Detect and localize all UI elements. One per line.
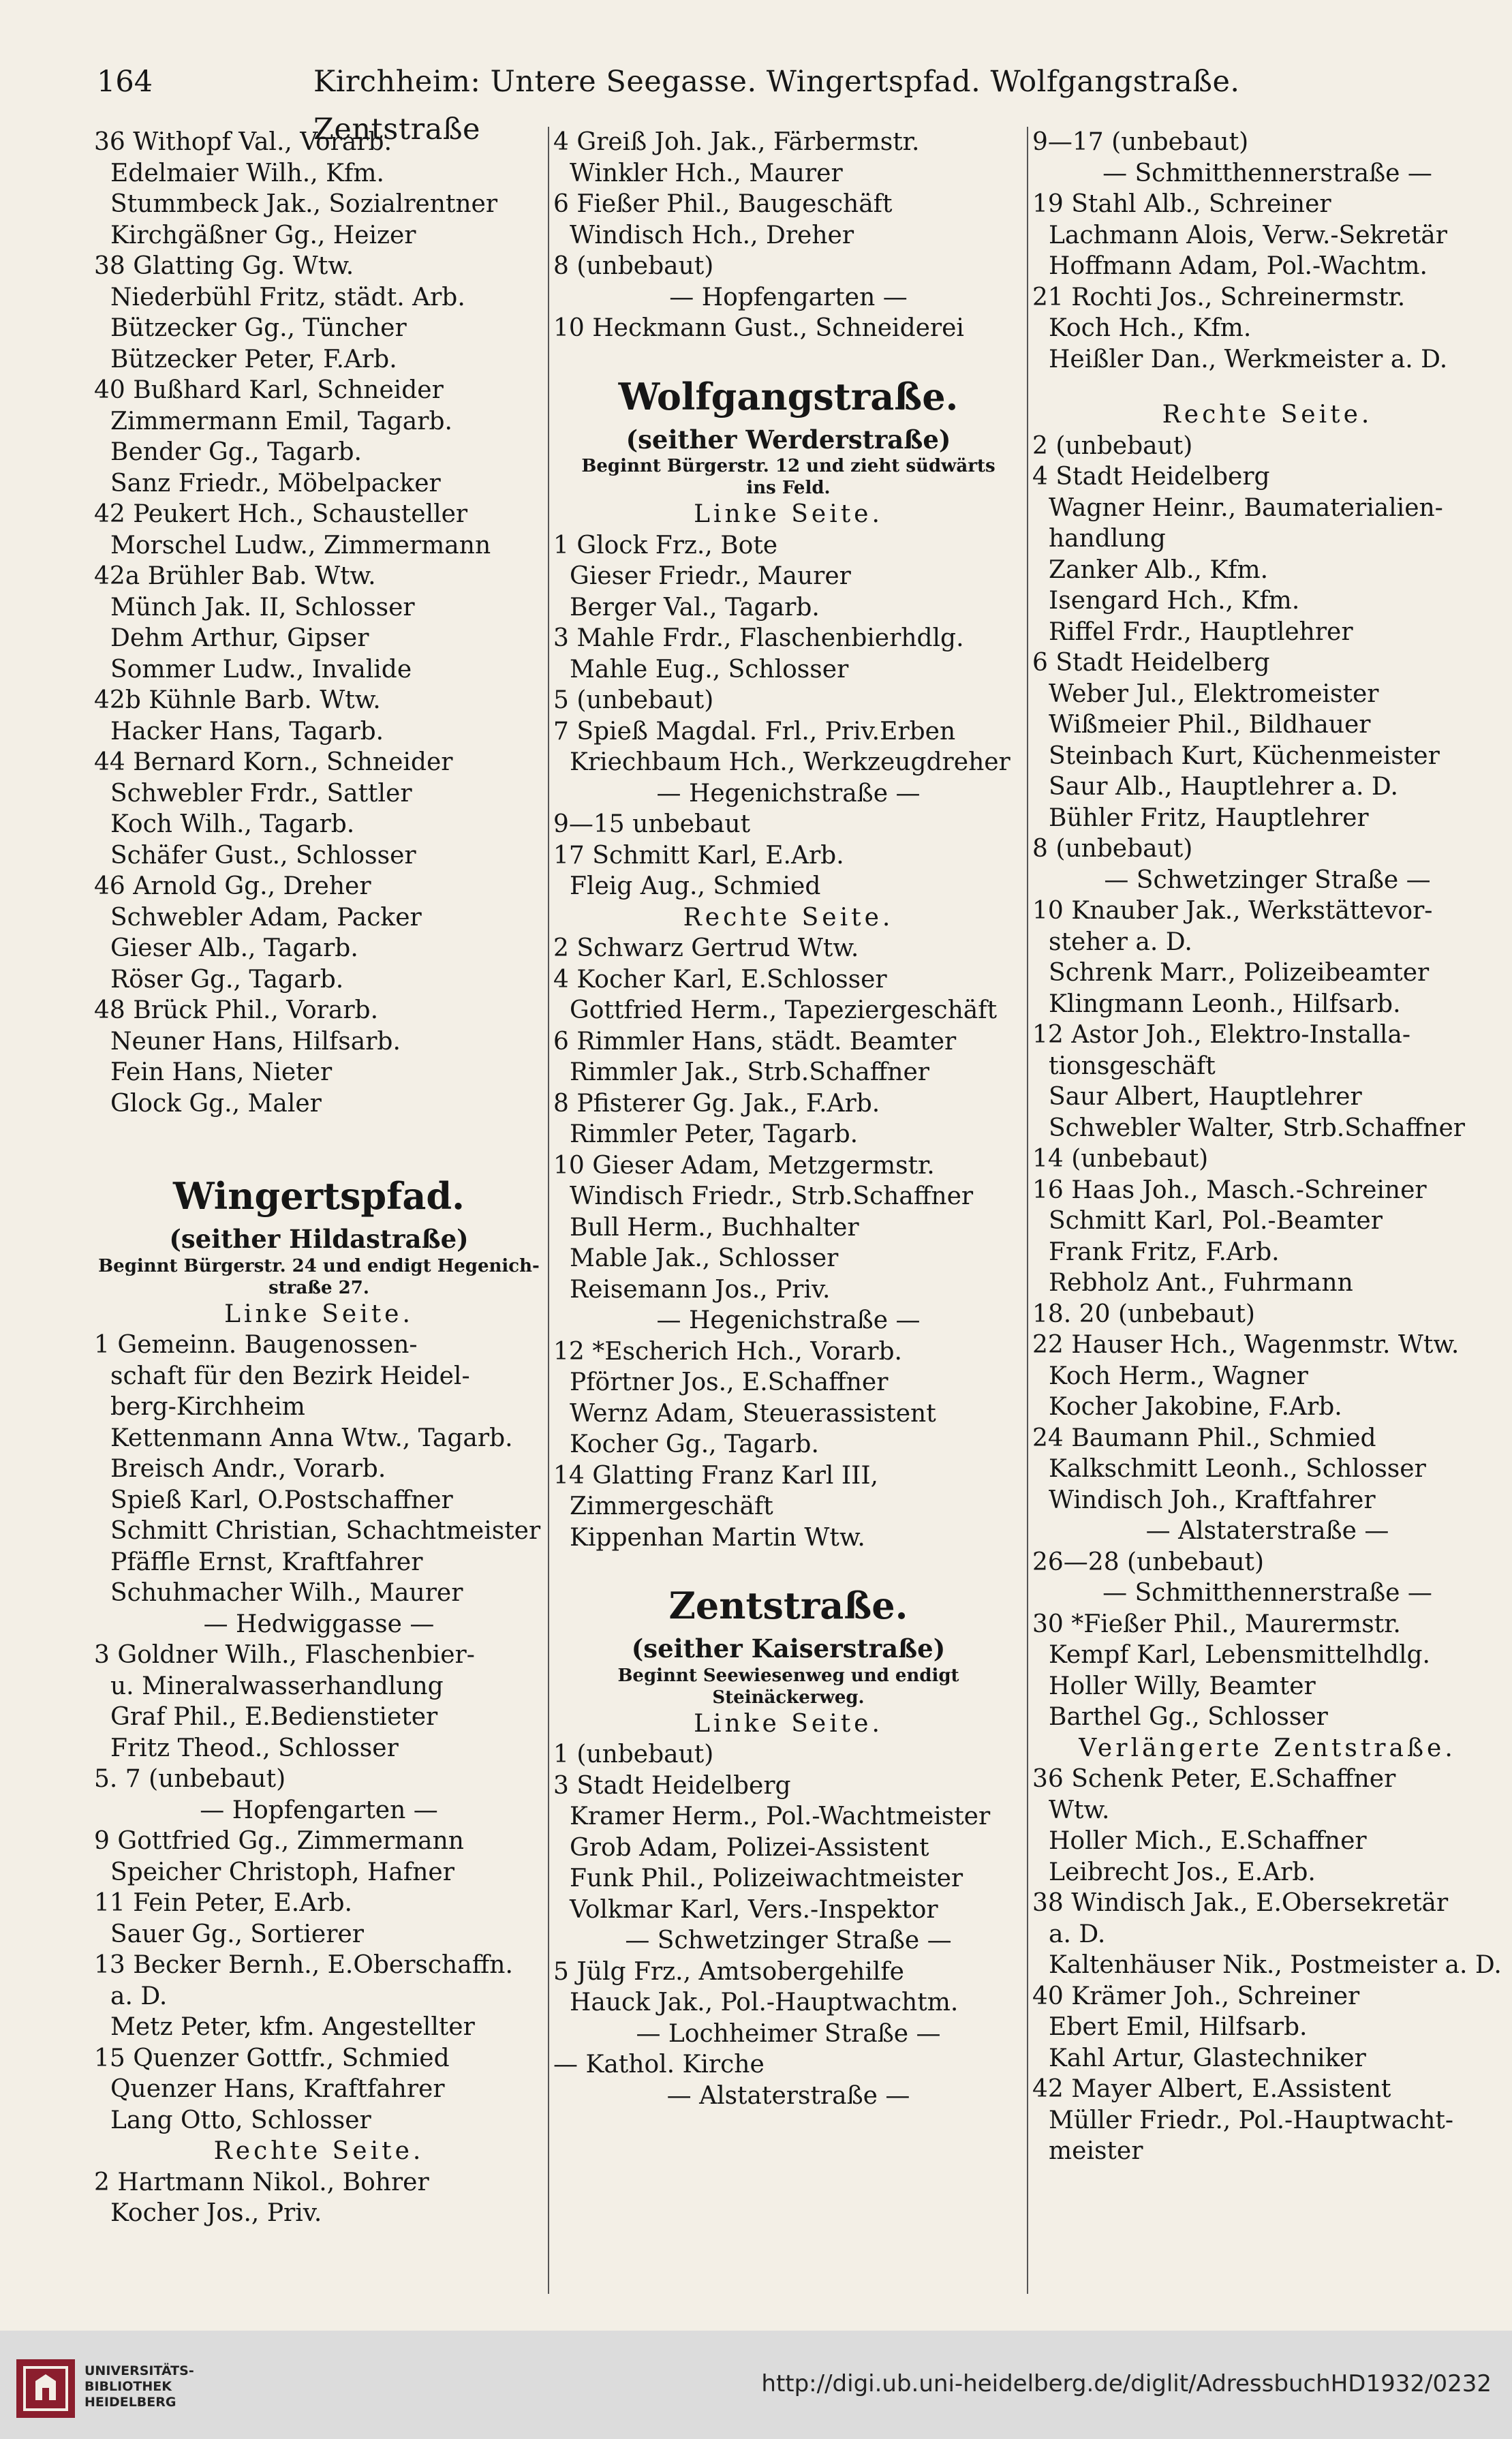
directory-entry: Zimmermann Emil, Tagarb.: [110, 407, 452, 435]
street-description: Beginnt Bürgerstr. 12 und zieht südwärts: [581, 456, 996, 476]
directory-entry: Müller Friedr., Pol.-Hauptwacht-: [1049, 2106, 1454, 2134]
directory-entry: tionsgeschäft: [1049, 1052, 1216, 1080]
directory-entry: Metz Peter, kfm. Angestellter: [110, 2013, 475, 2041]
directory-entry: 40 Bußhard Karl, Schneider: [94, 376, 444, 404]
directory-entry: 14 Glatting Franz Karl III,: [553, 1461, 878, 1490]
directory-entry: Saur Albert, Hauptlehrer: [1049, 1083, 1362, 1111]
directory-entry: 30 *Fießer Phil., Maurermstr.: [1032, 1610, 1401, 1638]
directory-entry: Kalkschmitt Leonh., Schlosser: [1049, 1455, 1426, 1483]
street-description: ins Feld.: [746, 478, 831, 498]
cross-street: — Hedwiggasse —: [203, 1610, 435, 1638]
spacer: [94, 1144, 544, 1168]
directory-entry: Schwebler Adam, Packer: [110, 903, 422, 932]
directory-entry: 2 Hartmann Nikol., Bohrer: [94, 2168, 429, 2196]
directory-entry: Wernz Adam, Steuerassistent: [570, 1399, 936, 1428]
directory-entry: 42b Kühnle Barb. Wtw.: [94, 686, 381, 714]
directory-entry: 36 Withopf Val., Vorarb.: [94, 128, 392, 156]
directory-entry: 6 Rimmler Hans, städt. Beamter: [553, 1027, 957, 1056]
directory-entry: 42a Brühler Bab. Wtw.: [94, 562, 376, 590]
directory-entry: 13 Becker Bernh., E.Oberschaffn.: [94, 1951, 513, 1979]
directory-entry: 38 Glatting Gg. Wtw.: [94, 252, 354, 280]
directory-entry: Sauer Gg., Sortierer: [110, 1920, 364, 1948]
column-right: [1032, 127, 1502, 2307]
directory-entry: 6 Stadt Heidelberg: [1032, 649, 1270, 677]
side-heading: Verlängerte Zentstraße.: [1079, 1734, 1456, 1762]
street-heading: Wolfgangstraße.: [618, 374, 959, 418]
directory-entry: Zimmergeschäft: [570, 1492, 773, 1520]
directory-entry: 24 Baumann Phil., Schmied: [1032, 1424, 1376, 1452]
directory-entry: steher a. D.: [1049, 927, 1192, 956]
directory-entry: Rebholz Ant., Fuhrmann: [1049, 1269, 1353, 1297]
cross-street: — Hegenichstraße —: [656, 1306, 921, 1334]
directory-entry: Wißmeier Phil., Bildhauer: [1049, 711, 1371, 739]
cross-street: — Hopfengarten —: [200, 1796, 438, 1824]
running-title: Kirchheim: Untere Seegasse. Wingertspfad. Wolfgangstraße. Zentstraße: [313, 65, 1240, 147]
side-heading: Linke Seite.: [224, 1300, 414, 1328]
directory-entry: Quenzer Hans, Kraftfahrer: [110, 2075, 445, 2103]
directory-entry: 5 (unbebaut): [553, 686, 714, 714]
directory-entry: 3 Mahle Frdr., Flaschenbierhdlg.: [553, 624, 964, 652]
directory-entry: Steinbach Kurt, Küchenmeister: [1049, 741, 1440, 770]
directory-entry: 12 *Escherich Hch., Vorarb.: [553, 1337, 902, 1366]
source-url-link[interactable]: http://digi.ub.uni-heidelberg.de/diglit/AdressbuchHD1932/0232: [761, 2370, 1492, 2397]
directory-entry: 1 Gemeinn. Baugenossen-: [94, 1331, 418, 1359]
directory-entry: Funk Phil., Polizeiwachtmeister: [570, 1865, 963, 1892]
side-heading: Rechte Seite.: [1162, 401, 1373, 429]
former-name: (seither Werderstraße): [626, 424, 951, 455]
directory-entry: Pfäffle Ernst, Kraftfahrer: [110, 1548, 423, 1576]
street-heading: Zentstraße.: [668, 1584, 908, 1627]
directory-entry: Sommer Ludw., Invalide: [110, 655, 412, 684]
directory-entry: 26—28 (unbebaut): [1032, 1548, 1265, 1576]
directory-entry: Morschel Ludw., Zimmermann: [110, 531, 491, 559]
library-name-line: HEIDELBERG: [84, 2395, 176, 2410]
directory-entry: 46 Arnold Gg., Dreher: [94, 872, 371, 900]
directory-entry: Zanker Alb., Kfm.: [1049, 555, 1269, 584]
directory-entry: 8 (unbebaut): [1032, 835, 1193, 863]
directory-entry: berg-Kirchheim: [110, 1393, 305, 1421]
directory-entry: Klingmann Leonh., Hilfsarb.: [1049, 990, 1401, 1018]
library-name-line: UNIVERSITÄTS-: [84, 2363, 194, 2378]
column-divider: [1027, 127, 1028, 2294]
page-number: 164: [97, 65, 153, 99]
directory-entry: 5 Jülg Frz., Amtsobergehilfe: [553, 1957, 904, 1986]
directory-entry: Barthel Gg., Schlosser: [1049, 1703, 1328, 1731]
cross-street: — Alstaterstraße —: [1145, 1517, 1389, 1545]
directory-entry: Schmitt Christian, Schachtmeister: [110, 1517, 541, 1545]
directory-entry: Kramer Herm., Pol.-Wachtmeister: [570, 1803, 991, 1830]
directory-entry: 19 Stahl Alb., Schreiner: [1032, 190, 1331, 218]
directory-entry: 2 (unbebaut): [1032, 431, 1193, 460]
side-heading: Rechte Seite.: [213, 2137, 425, 2165]
directory-entry: Berger Val., Tagarb.: [570, 593, 820, 622]
street-heading: Wingertspfad.: [173, 1174, 465, 1218]
directory-entry: Münch Jak. II, Schlosser: [110, 593, 415, 622]
directory-entry: Isengard Hch., Kfm.: [1049, 587, 1300, 615]
directory-entry: 18. 20 (unbebaut): [1032, 1300, 1255, 1328]
directory-entry: 12 Astor Joh., Elektro-Installa-: [1032, 1021, 1411, 1049]
directory-entry: Windisch Friedr., Strb.Schaffner: [570, 1182, 974, 1210]
directory-entry: 16 Haas Joh., Masch.-Schreiner: [1032, 1176, 1427, 1204]
directory-entry: Mable Jak., Schlosser: [570, 1244, 839, 1272]
directory-entry: meister: [1049, 2137, 1143, 2165]
directory-entry: Sanz Friedr., Möbelpacker: [110, 469, 441, 497]
cross-street: — Schmitthennerstraße —: [1102, 159, 1432, 187]
directory-entry: 38 Windisch Jak., E.Obersekretär: [1032, 1889, 1449, 1917]
directory-entry: Bützecker Gg., Tüncher: [110, 314, 407, 342]
directory-entry: 3 Stadt Heidelberg: [553, 1771, 791, 1800]
directory-entry: Leibrecht Jos., E.Arb.: [1049, 1858, 1316, 1886]
directory-entry: Kocher Jos., Priv.: [110, 2199, 322, 2227]
directory-entry: Stummbeck Jak., Sozialrentner: [110, 190, 498, 218]
directory-entry: 4 Stadt Heidelberg: [1032, 463, 1270, 491]
directory-entry: 10 Heckmann Gust., Schneiderei: [553, 314, 964, 342]
directory-entry: Spieß Karl, O.Postschaffner: [110, 1486, 453, 1514]
spacer: [553, 1553, 1023, 1578]
directory-entry: Pförtner Jos., E.Schaffner: [570, 1368, 889, 1396]
directory-entry: Hoffmann Adam, Pol.-Wachtm.: [1049, 252, 1428, 280]
directory-entry: Wtw.: [1049, 1796, 1110, 1824]
directory-entry: Edelmaier Wilh., Kfm.: [110, 159, 384, 187]
directory-entry: Koch Hch., Kfm.: [1049, 314, 1252, 342]
directory-entry: Kettenmann Anna Wtw., Tagarb.: [110, 1424, 513, 1452]
directory-entry: 42 Peukert Hch., Schausteller: [94, 500, 468, 528]
directory-entry: Glock Gg., Maler: [110, 1089, 322, 1118]
directory-entry: Kriechbaum Hch., Werkzeugdreher: [570, 748, 1010, 776]
side-heading: Linke Seite.: [694, 1709, 883, 1738]
directory-entry: Wagner Heinr., Baumaterialien-: [1049, 493, 1443, 522]
directory-entry: Kippenhan Martin Wtw.: [570, 1523, 865, 1552]
directory-entry: Graf Phil., E.Bedienstieter: [110, 1703, 438, 1731]
directory-entry: 44 Bernard Korn., Schneider: [94, 748, 453, 776]
directory-entry: Kocher Gg., Tagarb.: [570, 1430, 819, 1458]
directory-entry: Hauck Jak., Pol.-Hauptwachtm.: [570, 1989, 959, 2016]
directory-entry: Speicher Christoph, Hafner: [110, 1858, 454, 1886]
directory-entry: 40 Krämer Joh., Schreiner: [1032, 1982, 1360, 2010]
directory-entry: Kahl Artur, Glastechniker: [1049, 2044, 1366, 2072]
directory-entry: Kempf Karl, Lebensmittelhdlg.: [1049, 1641, 1431, 1669]
directory-entry: 14 (unbebaut): [1032, 1145, 1209, 1173]
library-name-line: BIBLIOTHEK: [84, 2379, 172, 2394]
library-seal-icon: [15, 2358, 76, 2419]
directory-entry: Schrenk Marr., Polizeibeamter: [1049, 959, 1430, 987]
directory-entry: schaft für den Bezirk Heidel-: [110, 1362, 470, 1390]
directory-entry: 10 Gieser Adam, Metzgermstr.: [553, 1151, 935, 1180]
directory-entry: Gieser Friedr., Maurer: [570, 562, 851, 590]
directory-entry: Koch Wilh., Tagarb.: [110, 810, 355, 838]
directory-entry: 4 Greiß Joh. Jak., Färbermstr.: [553, 128, 920, 156]
directory-entry: Schuhmacher Wilh., Maurer: [110, 1579, 463, 1607]
cross-street: — Lochheimer Straße —: [636, 2019, 941, 2048]
directory-entry: Heißler Dan., Werkmeister a. D.: [1049, 345, 1448, 373]
directory-entry: Windisch Hch., Dreher: [570, 221, 854, 249]
directory-entry: Rimmler Peter, Tagarb.: [570, 1120, 859, 1148]
directory-entry: Schäfer Gust., Schlosser: [110, 841, 416, 870]
directory-entry: 6 Fießer Phil., Baugeschäft: [553, 190, 893, 218]
directory-entry: Hacker Hans, Tagarb.: [110, 717, 384, 746]
directory-entry: Dehm Arthur, Gipser: [110, 624, 369, 652]
directory-entry: 10 Knauber Jak., Werkstättevor-: [1032, 897, 1433, 925]
directory-entry: 1 Glock Frz., Bote: [553, 531, 778, 559]
cross-street: — Schwetzinger Straße —: [1104, 865, 1431, 894]
directory-entry: Schmitt Karl, Pol.-Beamter: [1049, 1207, 1383, 1235]
directory-entry: 4 Kocher Karl, E.Schlosser: [553, 965, 887, 994]
column-middle: [553, 127, 1023, 2307]
directory-entry: Bützecker Peter, F.Arb.: [110, 345, 397, 373]
cross-street: — Schwetzinger Straße —: [625, 1927, 952, 1954]
library-name: [84, 2363, 241, 2410]
directory-entry: Mahle Eug., Schlosser: [570, 655, 849, 684]
directory-entry: Riffel Frdr., Hauptlehrer: [1049, 617, 1353, 646]
side-heading: Rechte Seite.: [683, 903, 894, 932]
directory-entry: Neuner Hans, Hilfsarb.: [110, 1027, 401, 1056]
directory-entry: 2 Schwarz Gertrud Wtw.: [553, 934, 859, 962]
side-heading: Linke Seite.: [694, 500, 883, 528]
directory-entry: Gieser Alb., Tagarb.: [110, 934, 358, 962]
directory-entry: 21 Rochti Jos., Schreinermstr.: [1032, 283, 1406, 311]
street-description: Beginnt Bürgerstr. 24 und endigt Hegenich-: [98, 1255, 540, 1276]
directory-entry: Saur Alb., Hauptlehrer a. D.: [1049, 773, 1398, 801]
directory-entry: Breisch Andr., Vorarb.: [110, 1455, 386, 1483]
directory-entry: Niederbühl Fritz, städt. Arb.: [110, 283, 465, 311]
former-name: (seither Hildastraße): [169, 1224, 469, 1254]
directory-entry: Bühler Fritz, Hauptlehrer: [1049, 803, 1369, 832]
cross-street: — Hegenichstraße —: [656, 779, 921, 808]
column-divider: [548, 127, 549, 2294]
directory-entry: Reisemann Jos., Priv.: [570, 1275, 831, 1304]
directory-entry: 8 Pfisterer Gg. Jak., F.Arb.: [553, 1089, 880, 1118]
directory-entry: 48 Brück Phil., Vorarb.: [94, 996, 379, 1024]
spacer: [553, 344, 1023, 369]
directory-entry: Kaltenhäuser Nik., Postmeister a. D.: [1049, 1951, 1502, 1979]
directory-entry: 11 Fein Peter, E.Arb.: [94, 1889, 352, 1917]
directory-entry: Ebert Emil, Hilfsarb.: [1049, 2013, 1308, 2041]
directory-entry: u. Mineralwasserhandlung: [110, 1672, 444, 1700]
directory-entry: 9 Gottfried Gg., Zimmermann: [94, 1827, 464, 1855]
directory-entry: Holler Mich., E.Schaffner: [1049, 1827, 1367, 1855]
directory-entry: 15 Quenzer Gottfr., Schmied: [94, 2044, 450, 2072]
directory-entry: 17 Schmitt Karl, E.Arb.: [553, 841, 844, 870]
directory-entry: Gottfried Herm., Tapeziergeschäft: [570, 996, 998, 1024]
street-description: straße 27.: [268, 1277, 369, 1298]
spacer: [94, 1119, 544, 1144]
directory-entry: Koch Herm., Wagner: [1049, 1362, 1308, 1390]
directory-entry: a. D.: [1049, 1920, 1106, 1948]
directory-entry: 3 Goldner Wilh., Flaschenbier-: [94, 1641, 475, 1669]
directory-entry: Schwebler Frdr., Sattler: [110, 779, 412, 808]
directory-entry: Röser Gg., Tagarb.: [110, 965, 344, 994]
street-description: Beginnt Seewiesenweg und endigt: [617, 1665, 959, 1686]
directory-entry: Kocher Jakobine, F.Arb.: [1049, 1393, 1342, 1421]
footer-bar: [0, 2331, 1512, 2439]
directory-entry: Winkler Hch., Maurer: [570, 159, 843, 187]
directory-entry: Lachmann Alois, Verw.-Sekretär: [1049, 221, 1447, 249]
directory-entry: Schwebler Walter, Strb.Schaffner: [1049, 1114, 1465, 1142]
directory-entry: Windisch Joh., Kraftfahrer: [1049, 1486, 1376, 1514]
cross-street: — Hopfengarten —: [669, 283, 908, 311]
directory-entry: Grob Adam, Polizei-Assistent: [570, 1833, 929, 1862]
directory-entry: 22 Hauser Hch., Wagenmstr. Wtw.: [1032, 1331, 1460, 1359]
directory-entry: Fleig Aug., Schmied: [570, 872, 821, 900]
directory-entry: 42 Mayer Albert, E.Assistent: [1032, 2075, 1391, 2103]
directory-entry: handlung: [1049, 525, 1166, 553]
cross-street: — Alstaterstraße —: [666, 2081, 910, 2110]
directory-entry: 8 (unbebaut): [553, 252, 714, 280]
directory-entry: a. D.: [110, 1982, 168, 2010]
street-description: Steinäckerweg.: [712, 1687, 865, 1708]
directory-entry: Frank Fritz, F.Arb.: [1049, 1238, 1280, 1266]
directory-entry: 36 Schenk Peter, E.Schaffner: [1032, 1765, 1396, 1793]
cross-street: — Schmitthennerstraße —: [1102, 1579, 1432, 1607]
directory-entry: Weber Jul., Elektromeister: [1049, 679, 1379, 708]
directory-entry: 5. 7 (unbebaut): [94, 1765, 286, 1793]
directory-entry: Volkmar Karl, Vers.-Inspektor: [570, 1895, 938, 1924]
directory-entry: Bender Gg., Tagarb.: [110, 438, 362, 466]
library-logo[interactable]: [15, 2351, 240, 2419]
former-name: (seither Kaiserstraße): [631, 1633, 946, 1663]
directory-entry: Kirchgäßner Gg., Heizer: [110, 221, 416, 249]
spacer: [1032, 375, 1502, 399]
directory-entry: Rimmler Jak., Strb.Schaffner: [570, 1058, 929, 1086]
directory-entry: Lang Otto, Schlosser: [110, 2106, 371, 2134]
directory-entry: — Kathol. Kirche: [553, 2051, 765, 2078]
directory-entry: Fein Hans, Nieter: [110, 1058, 333, 1086]
directory-entry: 9—17 (unbebaut): [1032, 128, 1249, 156]
directory-entry: 1 (unbebaut): [553, 1740, 714, 1768]
directory-entry: Bull Herm., Buchhalter: [570, 1213, 859, 1242]
directory-entry: Holler Willy, Beamter: [1049, 1672, 1316, 1700]
directory-entry: 9—15 unbebaut: [553, 810, 751, 838]
directory-entry: 7 Spieß Magdal. Frl., Priv.Erben: [553, 717, 956, 746]
directory-entry: Fritz Theod., Schlosser: [110, 1734, 399, 1762]
column-left: [94, 127, 544, 2307]
